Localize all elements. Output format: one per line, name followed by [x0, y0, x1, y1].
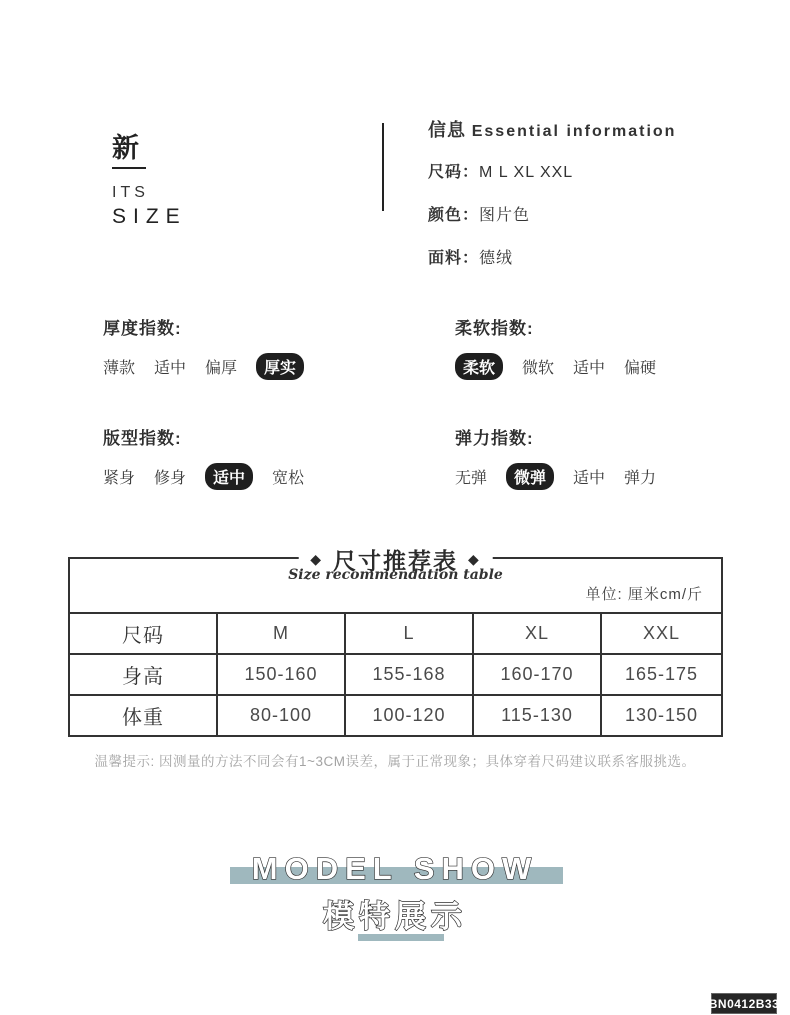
- option-item: 紧身: [103, 469, 136, 487]
- fit-options: [103, 464, 413, 488]
- option-item: 微软: [522, 359, 555, 377]
- option-item-selected: 厚实: [256, 353, 304, 380]
- info-label-color: 颜色：: [428, 207, 480, 224]
- brand-en-line1: ITS: [112, 183, 149, 201]
- info-value-fabric: 德绒: [479, 250, 514, 267]
- measurement-notice: 温馨提示: 因测量的方法不同会有1~3CM误差，属于正常现象；具体穿着尺码建议联系客服挑选。: [94, 754, 696, 769]
- elasticity-options: [455, 464, 765, 488]
- info-title-en: Essential information: [471, 123, 677, 140]
- diamond-icon: ◆: [310, 551, 323, 567]
- option-item: 弹力: [624, 469, 657, 487]
- info-value-color: 图片色: [479, 207, 531, 224]
- info-label-fabric: 面料：: [428, 250, 480, 267]
- thickness-options: [103, 354, 413, 378]
- brand-en-line2: SIZE: [112, 204, 187, 228]
- brand-underline: [112, 167, 146, 169]
- fit-index-group: [103, 424, 413, 488]
- info-row-color: [428, 202, 728, 225]
- table-cell: 80-100: [216, 694, 344, 735]
- option-item: 修身: [154, 469, 187, 487]
- table-cell: 115-130: [472, 694, 600, 735]
- brand-block: [112, 134, 187, 229]
- option-item: 偏厚: [205, 359, 238, 377]
- product-code-badge: BN0412B33: [711, 993, 777, 1014]
- fit-index-label: 版型指数:: [103, 429, 182, 448]
- thickness-index-group: [103, 314, 413, 378]
- info-row-fabric: [428, 245, 728, 268]
- table-header-cell: XXL: [600, 612, 721, 653]
- model-show-underline: [358, 934, 444, 941]
- info-title: [428, 116, 728, 142]
- option-item: 偏硬: [624, 359, 657, 377]
- size-table-grid: [70, 612, 721, 735]
- option-item: 适中: [154, 359, 187, 377]
- option-item: 适中: [573, 359, 606, 377]
- table-cell: 150-160: [216, 653, 344, 694]
- brand-cn-text: 新: [112, 133, 139, 163]
- option-item: 薄款: [103, 359, 136, 377]
- table-header-cell: 尺码: [70, 612, 216, 653]
- option-item-selected: 柔软: [455, 353, 503, 380]
- size-table-subtitle: Size recommendation table: [288, 567, 503, 583]
- table-row-label: 身高: [70, 653, 216, 694]
- table-header-cell: XL: [472, 612, 600, 653]
- table-header-cell: M: [216, 612, 344, 653]
- essential-info-block: [428, 116, 728, 288]
- table-row-label: 体重: [70, 694, 216, 735]
- option-item-selected: 微弹: [506, 463, 554, 490]
- option-item-selected: 适中: [205, 463, 253, 490]
- model-show-cn-title: 模特展示: [323, 899, 467, 934]
- info-row-size: [428, 159, 728, 182]
- info-value-size: M L XL XXL: [479, 164, 574, 181]
- size-table-title-text: 尺寸推荐表: [333, 548, 458, 574]
- table-cell: 130-150: [600, 694, 721, 735]
- elasticity-index-label: 弹力指数:: [455, 429, 534, 448]
- option-item: 宽松: [272, 469, 305, 487]
- size-table-unit: 单位: 厘米cm/斤: [585, 586, 703, 603]
- softness-options: [455, 354, 765, 378]
- size-recommendation-table: [68, 548, 723, 737]
- table-cell: 165-175: [600, 653, 721, 694]
- table-header-cell: L: [344, 612, 472, 653]
- diamond-icon: ◆: [468, 551, 481, 567]
- table-cell: 160-170: [472, 653, 600, 694]
- thickness-index-label: 厚度指数:: [103, 319, 182, 338]
- option-item: 适中: [573, 469, 606, 487]
- info-title-cn: 信息: [428, 120, 466, 140]
- option-item: 无弹: [455, 469, 488, 487]
- elasticity-index-group: [455, 424, 765, 488]
- model-show-en-title: MODEL SHOW: [251, 851, 539, 886]
- info-label-size: 尺码：: [428, 164, 480, 181]
- table-cell: 100-120: [344, 694, 472, 735]
- softness-index-group: [455, 314, 765, 378]
- vertical-divider: [382, 123, 384, 211]
- softness-index-label: 柔软指数:: [455, 319, 534, 338]
- table-cell: 155-168: [344, 653, 472, 694]
